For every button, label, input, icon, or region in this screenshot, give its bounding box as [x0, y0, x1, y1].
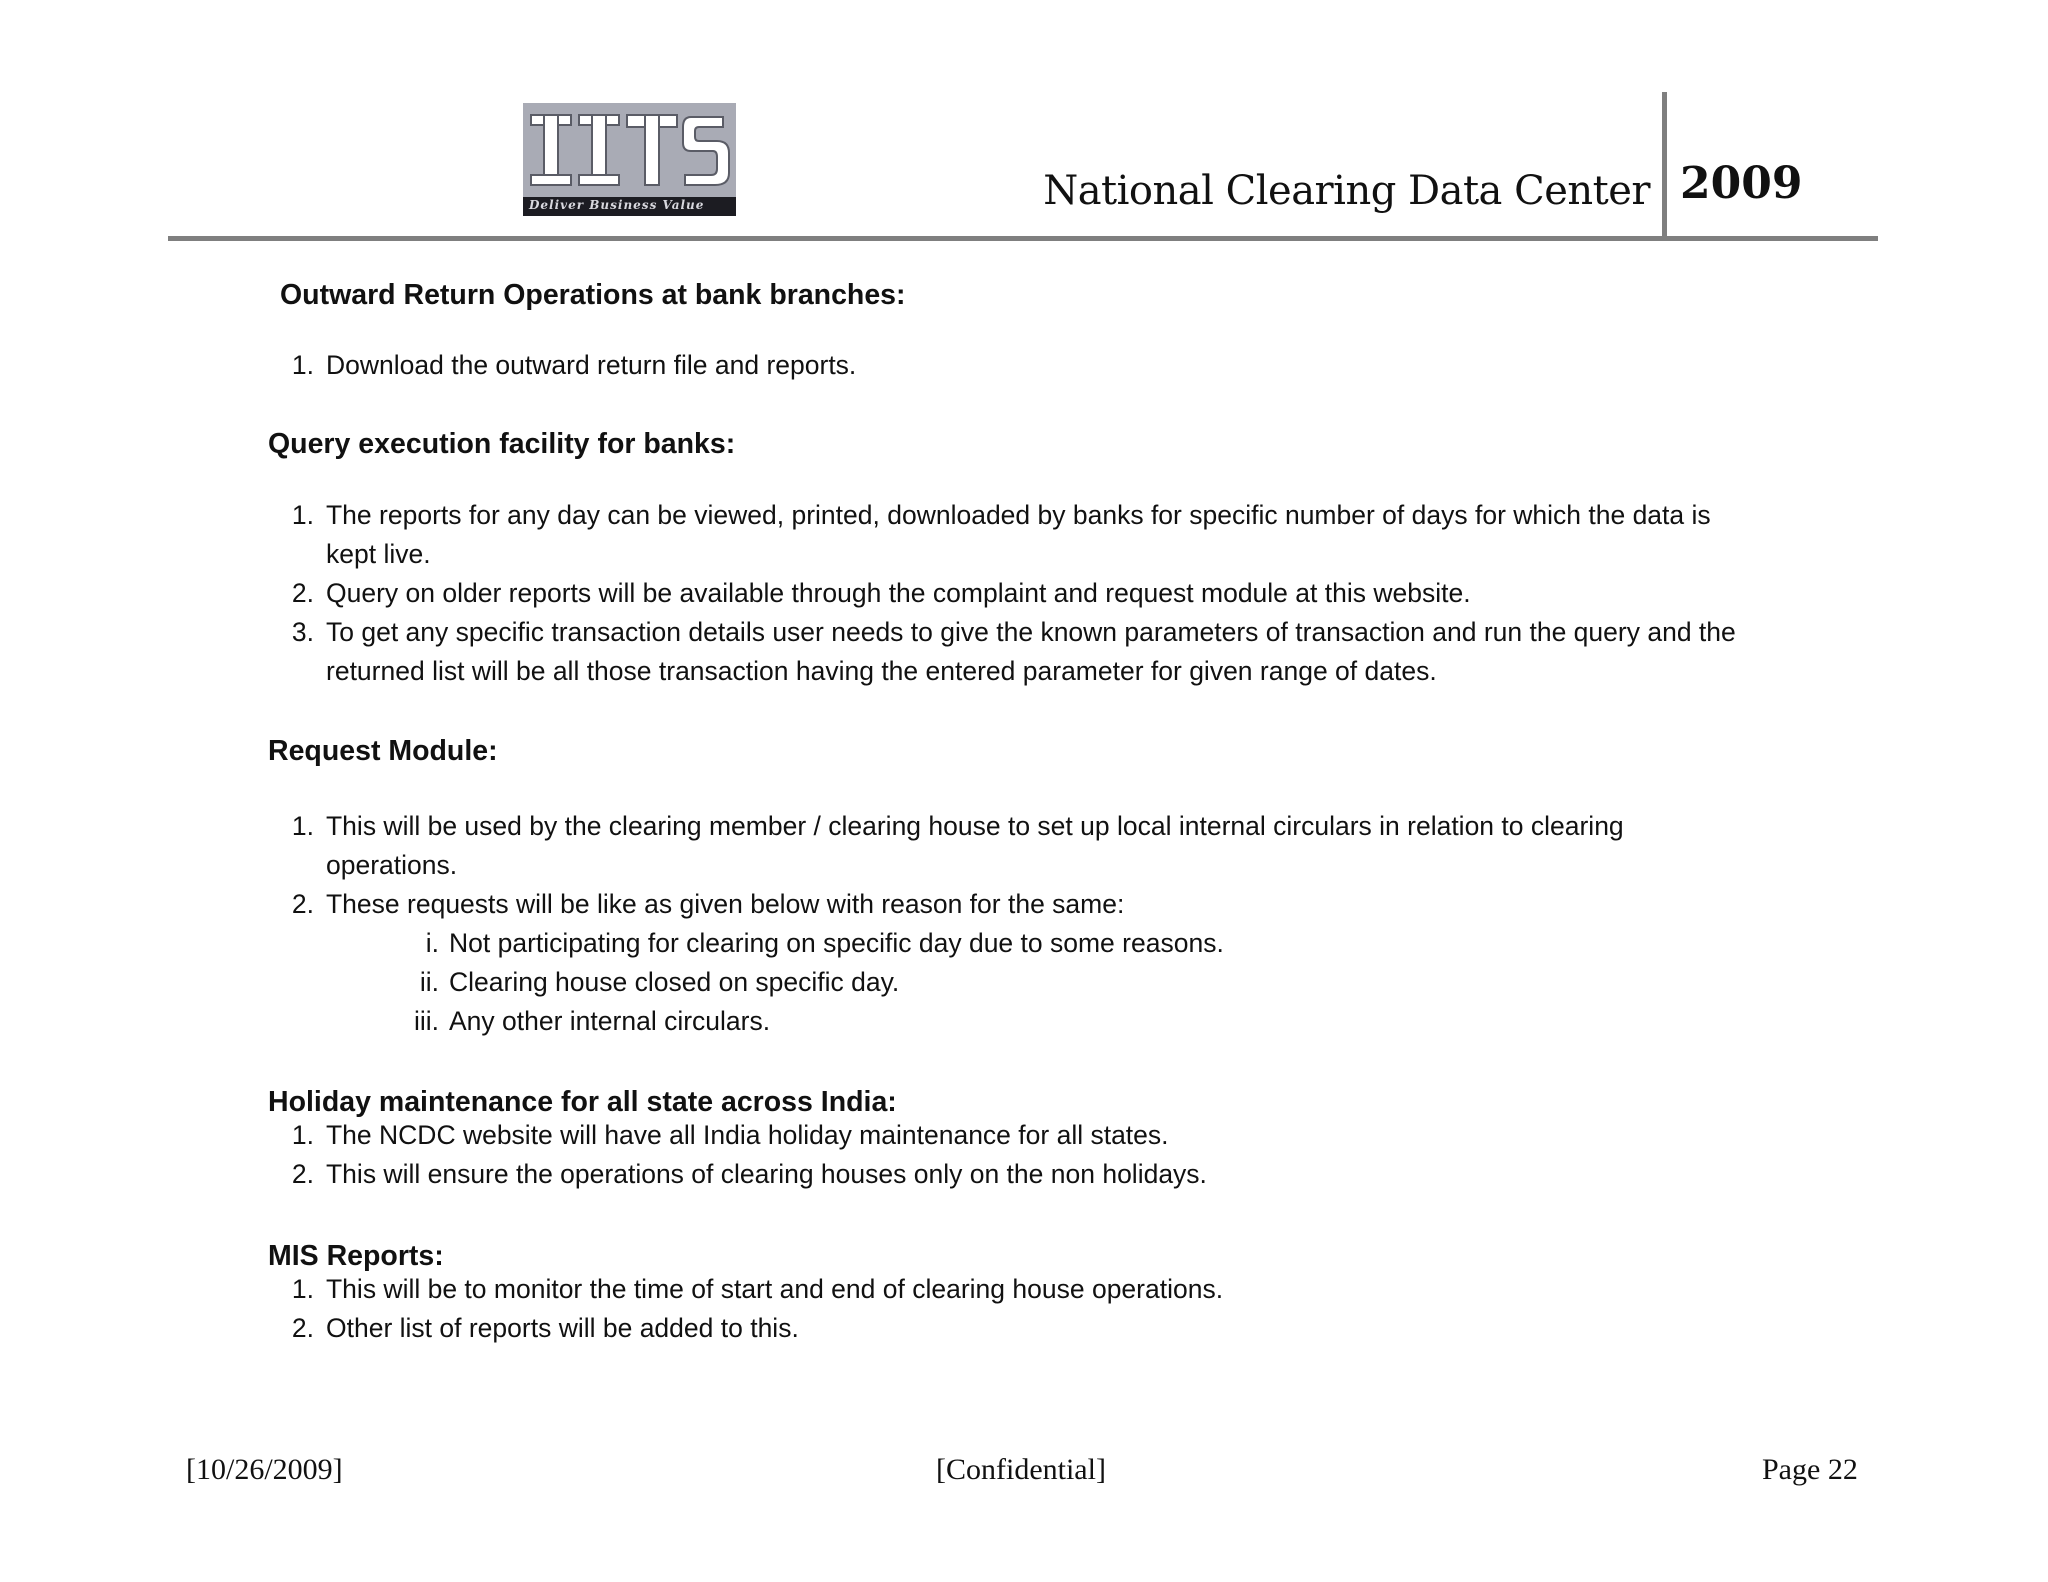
list-number: 2. — [291, 1159, 314, 1189]
sublist-number: iii. — [413, 1006, 439, 1036]
sublist-text: Any other internal circulars. — [449, 1006, 771, 1036]
list-text: returned list will be all those transaction having the entered parameter for given range of dates. — [326, 656, 1437, 686]
header-vertical-divider — [1662, 92, 1667, 240]
list-number: 2. — [291, 889, 314, 919]
list-number: 1. — [291, 811, 314, 841]
section-heading: MIS Reports: — [268, 1240, 444, 1272]
sublist-text: Clearing house closed on specific day. — [449, 967, 900, 997]
list-number: 2. — [291, 578, 314, 608]
list-text: This will be to monitor the time of start and end of clearing house operations. — [326, 1274, 1224, 1304]
list-text: The reports for any day can be viewed, printed, downloaded by banks for specific number of days for which the data is — [326, 500, 1711, 530]
section-heading: Holiday maintenance for all state across India: — [268, 1086, 897, 1118]
list-text: kept live. — [326, 539, 431, 569]
list-number: 3. — [291, 617, 314, 647]
iits-logo — [523, 103, 736, 216]
list-text: The NCDC website will have all India holiday maintenance for all states. — [326, 1120, 1169, 1150]
footer-confidential: [Confidential] — [936, 1453, 1106, 1486]
section-heading: Query execution facility for banks: — [268, 428, 736, 460]
list-number: 2. — [291, 1313, 314, 1343]
list-text: Download the outward return file and reports. — [326, 350, 857, 380]
list-text: This will be used by the clearing member / clearing house to set up local internal circulars in relation to clearing — [326, 811, 1624, 841]
logo-tagline: Deliver Business Value — [529, 198, 705, 212]
list-number: 1. — [291, 350, 314, 380]
footer-page-number: Page 22 — [1762, 1453, 1858, 1486]
list-number: 1. — [291, 1274, 314, 1304]
list-text: To get any specific transaction details user needs to give the known parameters of transaction and run the query and the — [326, 617, 1736, 647]
header-title: National Clearing Data Center — [1043, 168, 1650, 214]
sublist-text: Not participating for clearing on specific day due to some reasons. — [449, 928, 1224, 958]
list-text: This will ensure the operations of clearing houses only on the non holidays. — [326, 1159, 1207, 1189]
footer-date: [10/26/2009] — [186, 1453, 343, 1486]
list-text: Other list of reports will be added to this. — [326, 1313, 799, 1343]
list-text: operations. — [326, 850, 458, 880]
section-heading: Outward Return Operations at bank branches: — [280, 279, 906, 311]
list-number: 1. — [291, 500, 314, 530]
header-year: 2009 — [1680, 158, 1803, 209]
section-heading: Request Module: — [268, 735, 498, 767]
header-horizontal-rule — [168, 236, 1878, 241]
list-text: These requests will be like as given below with reason for the same: — [326, 889, 1125, 919]
list-number: 1. — [291, 1120, 314, 1150]
list-text: Query on older reports will be available through the complaint and request module at this website. — [326, 578, 1471, 608]
sublist-number: i. — [425, 928, 439, 958]
sublist-number: ii. — [419, 967, 439, 997]
